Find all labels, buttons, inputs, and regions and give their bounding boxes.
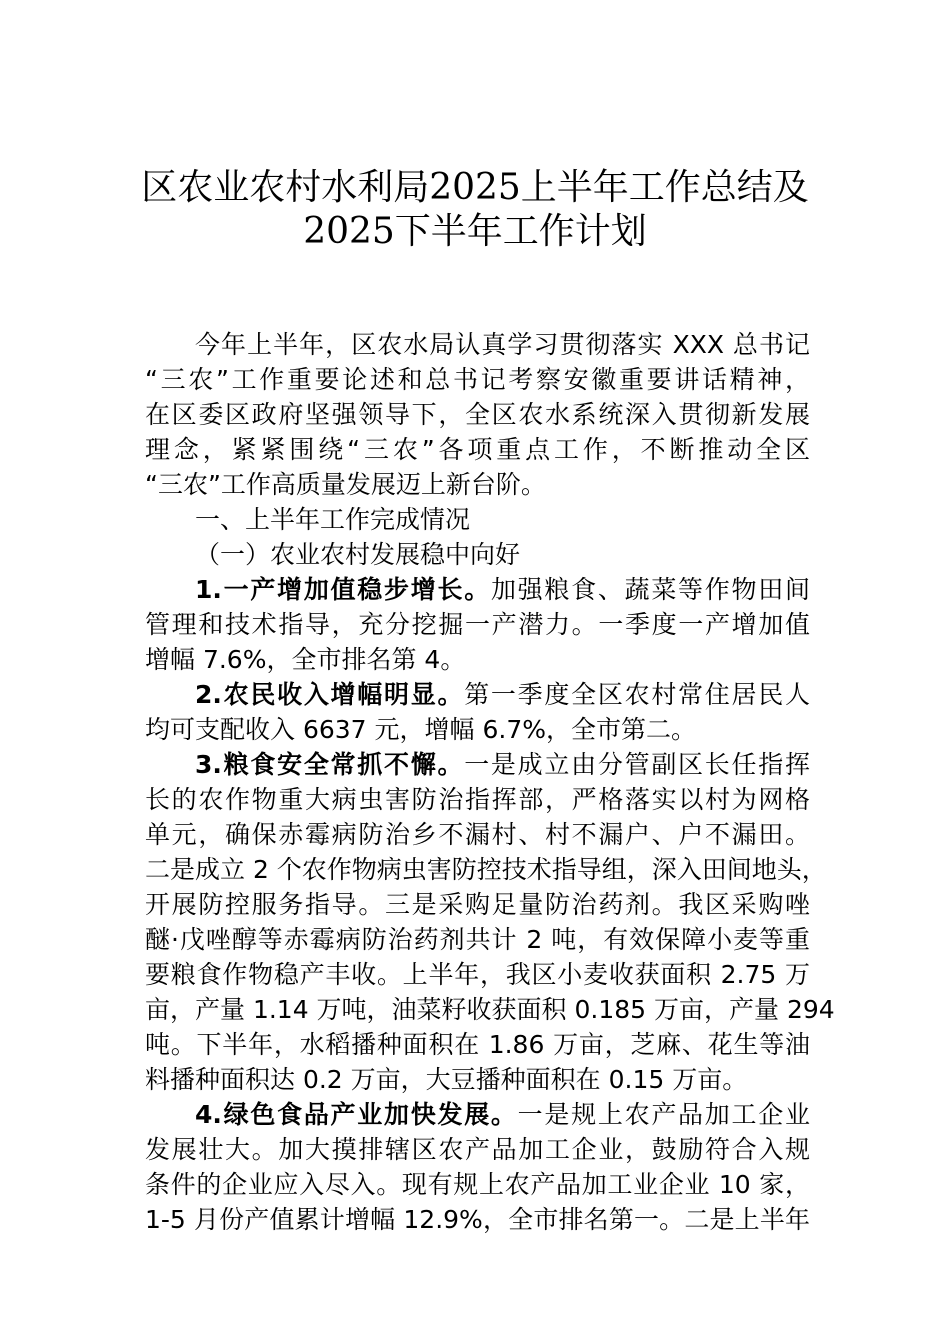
item-3-line: 亩，产量 1.14 万吨，油菜籽收获面积 0.185 万亩，产量 294 bbox=[145, 995, 835, 1024]
item-1-text: 加强粮食、蔬菜等作物田间 bbox=[490, 575, 810, 604]
item-3-line: 开展防控服务指导。三是采购足量防治药剂。我区采购唑 bbox=[145, 890, 810, 919]
item-4-first-line bbox=[145, 1097, 810, 1132]
item-3-lead: 3.粮食安全常抓不懈。 bbox=[195, 750, 465, 779]
subsection-heading: （一）农业农村发展稳中向好 bbox=[195, 540, 521, 569]
item-2-line: 均可支配收入 6637 元，增幅 6.7%，全市第二。 bbox=[145, 715, 696, 744]
item-4-text: 一是规上农产品加工企业 bbox=[517, 1100, 810, 1129]
intro-line: “三农”工作重要论述和总书记考察安徽重要讲话精神， bbox=[145, 365, 810, 394]
item-3-line: 长的农作物重大病虫害防治指挥部，严格落实以村为网格 bbox=[145, 785, 810, 814]
item-1-first-line bbox=[145, 572, 810, 607]
item-4-lead: 4.绿色食品产业加快发展。 bbox=[195, 1100, 518, 1129]
intro-line: 理念，紧紧围绕“三农”各项重点工作，不断推动全区 bbox=[145, 435, 810, 464]
item-1-lead: 1.一产增加值稳步增长。 bbox=[195, 575, 491, 604]
item-4-line: 1-5 月份产值累计增幅 12.9%，全市排名第一。二是上半年 bbox=[145, 1205, 810, 1234]
document-title-line-1: 区农业农村水利局2025上半年工作总结及 bbox=[141, 167, 809, 208]
item-3-line: 醚·戊唑醇等赤霉病防治药剂共计 2 吨，有效保障小麦等重 bbox=[145, 925, 810, 954]
document-title-line-2: 2025下半年工作计划 bbox=[303, 211, 647, 252]
intro-line: “三农”工作高质量发展迈上新台阶。 bbox=[145, 470, 546, 499]
item-3-line: 要粮食作物稳产丰收。上半年，我区小麦收获面积 2.75 万 bbox=[145, 960, 810, 989]
document-body bbox=[145, 327, 835, 1237]
item-1-line: 增幅 7.6%，全市排名第 4。 bbox=[145, 645, 466, 674]
item-3-line: 单元，确保赤霉病防治乡不漏村、村不漏户、户不漏田。 bbox=[145, 820, 810, 849]
item-3-text: 一是成立由分管副区长任指挥 bbox=[464, 750, 810, 779]
intro-line: 今年上半年，区农水局认真学习贯彻落实 XXX 总书记 bbox=[195, 330, 810, 359]
item-3-line: 二是成立 2 个农作物病虫害防控技术指导组，深入田间地头， bbox=[145, 855, 827, 884]
item-4-line: 发展壮大。加大摸排辖区农产品加工企业，鼓励符合入规 bbox=[145, 1135, 810, 1164]
item-4-line: 条件的企业应入尽入。现有规上农产品加工业企业 10 家， bbox=[145, 1170, 810, 1199]
item-2-lead: 2.农民收入增幅明显。 bbox=[195, 680, 465, 709]
section-heading: 一、上半年工作完成情况 bbox=[195, 505, 471, 534]
item-3-line: 料播种面积达 0.2 万亩，大豆播种面积在 0.15 万亩。 bbox=[145, 1065, 748, 1094]
item-2-first-line bbox=[145, 677, 810, 712]
item-2-text: 第一季度全区农村常住居民人 bbox=[464, 680, 810, 709]
item-3-line: 吨。下半年，水稻播种面积在 1.86 万亩，芝麻、花生等油 bbox=[145, 1030, 810, 1059]
intro-line: 在区委区政府坚强领导下，全区农水系统深入贯彻新发展 bbox=[145, 400, 810, 429]
item-1-line: 管理和技术指导，充分挖掘一产潜力。一季度一产增加值 bbox=[145, 610, 810, 639]
item-3-first-line bbox=[145, 747, 810, 782]
